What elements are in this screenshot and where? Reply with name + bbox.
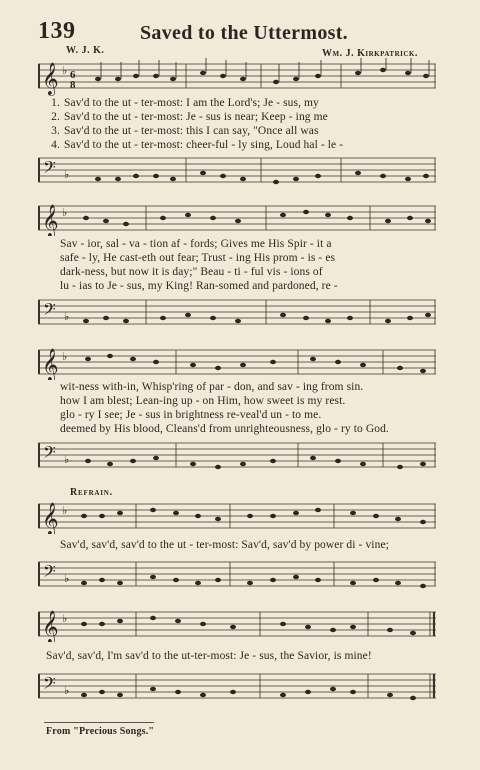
hymn-title: Saved to the Uttermost. xyxy=(140,22,348,44)
verse-number: 4. xyxy=(51,139,60,151)
refrain-line-1: Sav'd, sav'd, sav'd to the ut - ter-most: Sav'd, sav'd by power di - vine; xyxy=(60,539,389,551)
treble-staff-lines xyxy=(38,606,436,642)
svg-text:𝄢: 𝄢 xyxy=(43,442,56,466)
svg-text:6: 6 xyxy=(70,69,76,81)
verse-3-line-2: dark-ness, but now it is day;" Beau - ti - ful vis - ions of xyxy=(60,266,323,278)
treble-staff-lines xyxy=(38,344,436,380)
hymn-number: 139 xyxy=(38,18,76,44)
verse-4-line-3: deemed by His blood, Cleans'd from unrighteousness, glo - ry to God. xyxy=(60,423,389,435)
lyric-text: Sav'd to the ut - ter-most: Je - sus is near; Keep - ing me xyxy=(64,111,328,123)
staff-bass-1 xyxy=(38,152,436,188)
treble-staff-lines xyxy=(38,58,436,98)
svg-text:𝄞: 𝄞 xyxy=(42,204,59,236)
svg-text:♭: ♭ xyxy=(64,454,70,466)
verse-number: 2. xyxy=(51,111,60,123)
verse-2-line-3: how I am blest; Lean-ing up - on Him, how sweet is my rest. xyxy=(60,395,346,407)
composer-credit: Wm. J. Kirkpatrick. xyxy=(322,48,418,59)
verse-number: 1. xyxy=(51,97,60,109)
verse-1-line-2: Sav - ior, sal - va - tion af - fords; Gives me His Spir - it a xyxy=(60,238,332,250)
staff-treble-2 xyxy=(38,200,436,236)
svg-text:♭: ♭ xyxy=(62,613,68,625)
staff-treble-3 xyxy=(38,344,436,380)
staff-bass-4 xyxy=(38,556,436,592)
verse-1-line-1 xyxy=(38,97,319,109)
lyricist-credit: W. J. K. xyxy=(66,45,105,56)
verse-1-line-3: wit-ness with-in, Whisp'ring of par - don, and sav - ing from sin. xyxy=(60,381,364,393)
svg-text:♭: ♭ xyxy=(64,169,70,181)
staff-treble-4 xyxy=(38,498,436,534)
verse-2-line-1 xyxy=(38,111,328,123)
svg-text:𝄞: 𝄞 xyxy=(42,348,59,380)
bass-staff-lines xyxy=(38,294,436,330)
bass-staff-lines xyxy=(38,556,436,592)
staff-bass-5 xyxy=(38,668,436,704)
bass-staff-lines xyxy=(38,668,436,704)
svg-text:𝄞: 𝄞 xyxy=(42,502,59,534)
lyric-text: Sav'd to the ut - ter-most: cheer-ful - ly sing, Loud hal - le - xyxy=(64,139,344,151)
verse-4-line-1 xyxy=(38,139,343,151)
footer-rule xyxy=(44,722,154,723)
svg-text:♭: ♭ xyxy=(64,311,70,323)
source-note: From "Precious Songs." xyxy=(46,726,155,737)
svg-text:♭: ♭ xyxy=(62,505,68,517)
verse-3-line-3: glo - ry I see; Je - sus in brightness re-veal'd un - to me. xyxy=(60,409,322,421)
verse-4-line-2: lu - ias to Je - sus, my King! Ran-somed and pardoned, re - xyxy=(60,280,338,292)
svg-text:♭: ♭ xyxy=(62,207,68,219)
svg-text:8: 8 xyxy=(70,79,76,91)
svg-text:𝄢: 𝄢 xyxy=(43,157,56,181)
svg-text:𝄢: 𝄢 xyxy=(43,673,56,697)
verse-number: 3. xyxy=(51,125,60,137)
bass-staff-lines xyxy=(38,437,436,473)
bass-staff-lines xyxy=(38,152,436,188)
verse-3-line-1 xyxy=(38,125,319,137)
staff-treble-5 xyxy=(38,606,436,642)
staff-treble-1 xyxy=(38,58,436,98)
svg-text:♭: ♭ xyxy=(64,685,70,697)
lyric-text: Sav'd to the ut - ter-most: I am the Lord's; Je - sus, my xyxy=(64,97,319,109)
staff-bass-3 xyxy=(38,437,436,473)
svg-text:♭: ♭ xyxy=(64,573,70,585)
treble-staff-lines xyxy=(38,498,436,534)
lyric-text: Sav'd to the ut - ter-most: this I can say, "Once all was xyxy=(64,125,319,137)
verse-2-line-2: safe - ly, He cast-eth out fear; Trust - ing His prom - is - es xyxy=(60,252,336,264)
svg-text:𝄢: 𝄢 xyxy=(43,299,56,323)
refrain-label: Refrain. xyxy=(70,487,113,498)
svg-text:♭: ♭ xyxy=(62,351,68,363)
svg-text:𝄞: 𝄞 xyxy=(42,610,59,642)
refrain-line-2: Sav'd, sav'd, I'm sav'd to the ut-ter-most: Je - sus, the Savior, is mine! xyxy=(46,650,372,662)
svg-text:♭: ♭ xyxy=(62,65,68,77)
svg-text:𝄢: 𝄢 xyxy=(43,561,56,585)
svg-text:𝄞: 𝄞 xyxy=(42,62,59,95)
treble-staff-lines xyxy=(38,200,436,236)
staff-bass-2 xyxy=(38,294,436,330)
